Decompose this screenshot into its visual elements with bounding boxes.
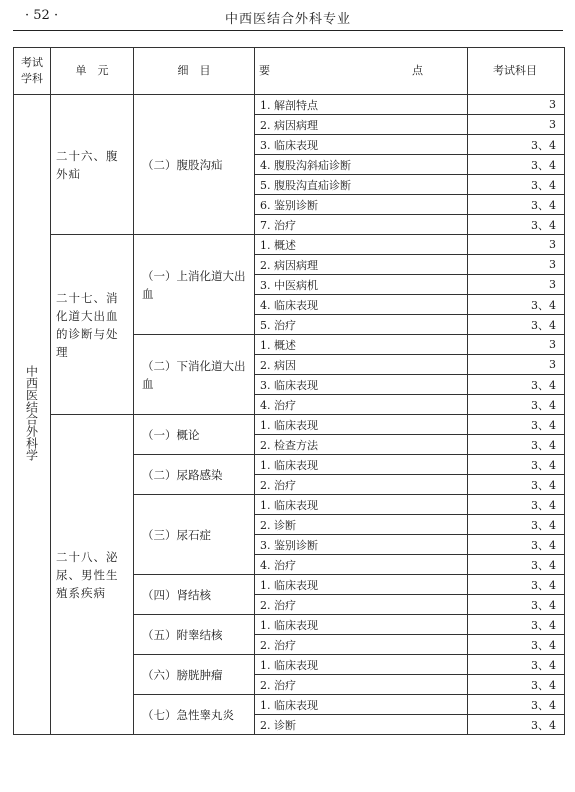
point-cell: 5. 治疗 — [255, 315, 468, 335]
point-cell: 2. 病因 — [255, 355, 468, 375]
point-cell: 2. 治疗 — [255, 595, 468, 615]
point-cell: 1. 临床表现 — [255, 695, 468, 715]
level-cell: 3、4 — [468, 415, 565, 435]
point-cell: 1. 临床表现 — [255, 575, 468, 595]
point-cell: 2. 诊断 — [255, 515, 468, 535]
page-header — [13, 0, 563, 31]
topic-cell: （二）尿路感染 — [134, 455, 255, 495]
point-cell: 1. 概述 — [255, 235, 468, 255]
level-cell: 3、4 — [468, 215, 565, 235]
level-cell: 3、4 — [468, 635, 565, 655]
topic-cell: （六）膀胱肿瘤 — [134, 655, 255, 695]
unit-cell: 二十八、泌尿、男性生殖系疾病 — [51, 415, 134, 735]
unit-cell: 二十七、消化道大出血的诊断与处理 — [51, 235, 134, 415]
point-cell: 2. 治疗 — [255, 475, 468, 495]
level-cell: 3、4 — [468, 675, 565, 695]
level-cell: 3、4 — [468, 395, 565, 415]
level-cell: 3 — [468, 115, 565, 135]
level-cell: 3、4 — [468, 555, 565, 575]
column-header-topic: 细 目 — [134, 48, 255, 95]
page-number: · 52 · — [25, 8, 59, 23]
level-cell: 3、4 — [468, 295, 565, 315]
point-cell: 4. 腹股沟斜疝诊断 — [255, 155, 468, 175]
level-cell: 3、4 — [468, 715, 565, 735]
level-cell: 3、4 — [468, 135, 565, 155]
level-cell: 3、4 — [468, 615, 565, 635]
table-header-row — [14, 48, 565, 95]
level-cell: 3 — [468, 335, 565, 355]
point-cell: 2. 治疗 — [255, 675, 468, 695]
level-cell: 3 — [468, 275, 565, 295]
topic-cell: （五）附睾结核 — [134, 615, 255, 655]
point-cell: 6. 鉴别诊断 — [255, 195, 468, 215]
point-cell: 1. 临床表现 — [255, 495, 468, 515]
point-cell: 3. 临床表现 — [255, 375, 468, 395]
column-header-unit: 单 元 — [51, 48, 134, 95]
point-cell: 1. 概述 — [255, 335, 468, 355]
syllabus-table — [13, 47, 565, 735]
level-cell: 3、4 — [468, 515, 565, 535]
level-cell: 3 — [468, 355, 565, 375]
point-cell: 3. 鉴别诊断 — [255, 535, 468, 555]
level-cell: 3、4 — [468, 455, 565, 475]
syllabus-body — [14, 95, 565, 735]
point-cell: 1. 临床表现 — [255, 615, 468, 635]
point-cell: 2. 病因病理 — [255, 115, 468, 135]
topic-cell: （四）肾结核 — [134, 575, 255, 615]
topic-cell: （一）上消化道大出血 — [134, 235, 255, 335]
level-cell: 3 — [468, 95, 565, 115]
table-row — [14, 235, 565, 255]
column-header-level: 考试科目 — [468, 48, 565, 95]
level-cell: 3 — [468, 255, 565, 275]
table-row — [14, 95, 565, 115]
point-cell: 1. 解剖特点 — [255, 95, 468, 115]
level-cell: 3、4 — [468, 495, 565, 515]
level-cell: 3、4 — [468, 195, 565, 215]
point-cell: 3. 临床表现 — [255, 135, 468, 155]
level-cell: 3、4 — [468, 155, 565, 175]
subject-label: 中西医结合外科学 — [24, 365, 39, 461]
level-cell: 3、4 — [468, 595, 565, 615]
point-cell: 1. 临床表现 — [255, 415, 468, 435]
level-cell: 3、4 — [468, 375, 565, 395]
point-cell: 4. 治疗 — [255, 555, 468, 575]
topic-cell: （七）急性睾丸炎 — [134, 695, 255, 735]
level-cell: 3、4 — [468, 435, 565, 455]
point-cell: 3. 中医病机 — [255, 275, 468, 295]
level-cell: 3、4 — [468, 175, 565, 195]
topic-cell: （二）下消化道大出血 — [134, 335, 255, 415]
running-title: 中西医结合外科专业 — [224, 12, 351, 27]
point-cell: 4. 临床表现 — [255, 295, 468, 315]
level-cell: 3、4 — [468, 475, 565, 495]
level-cell: 3、4 — [468, 535, 565, 555]
point-cell: 2. 治疗 — [255, 635, 468, 655]
point-cell: 5. 腹股沟直疝诊断 — [255, 175, 468, 195]
point-cell: 2. 诊断 — [255, 715, 468, 735]
topic-cell: （三）尿石症 — [134, 495, 255, 575]
level-cell: 3、4 — [468, 655, 565, 675]
point-cell: 1. 临床表现 — [255, 455, 468, 475]
topic-cell: （一）概论 — [134, 415, 255, 455]
level-cell: 3、4 — [468, 575, 565, 595]
point-cell: 1. 临床表现 — [255, 655, 468, 675]
point-cell: 2. 检查方法 — [255, 435, 468, 455]
subject-cell — [14, 95, 51, 735]
point-cell: 4. 治疗 — [255, 395, 468, 415]
table-row — [14, 415, 565, 435]
level-cell: 3、4 — [468, 695, 565, 715]
unit-cell: 二十六、腹外疝 — [51, 95, 134, 235]
level-cell: 3 — [468, 235, 565, 255]
column-header-subject: 考试学科 — [14, 48, 51, 95]
point-cell: 7. 治疗 — [255, 215, 468, 235]
column-header-points: 要 点 — [255, 48, 468, 95]
point-cell: 2. 病因病理 — [255, 255, 468, 275]
level-cell: 3、4 — [468, 315, 565, 335]
topic-cell: （二）腹股沟疝 — [134, 95, 255, 235]
